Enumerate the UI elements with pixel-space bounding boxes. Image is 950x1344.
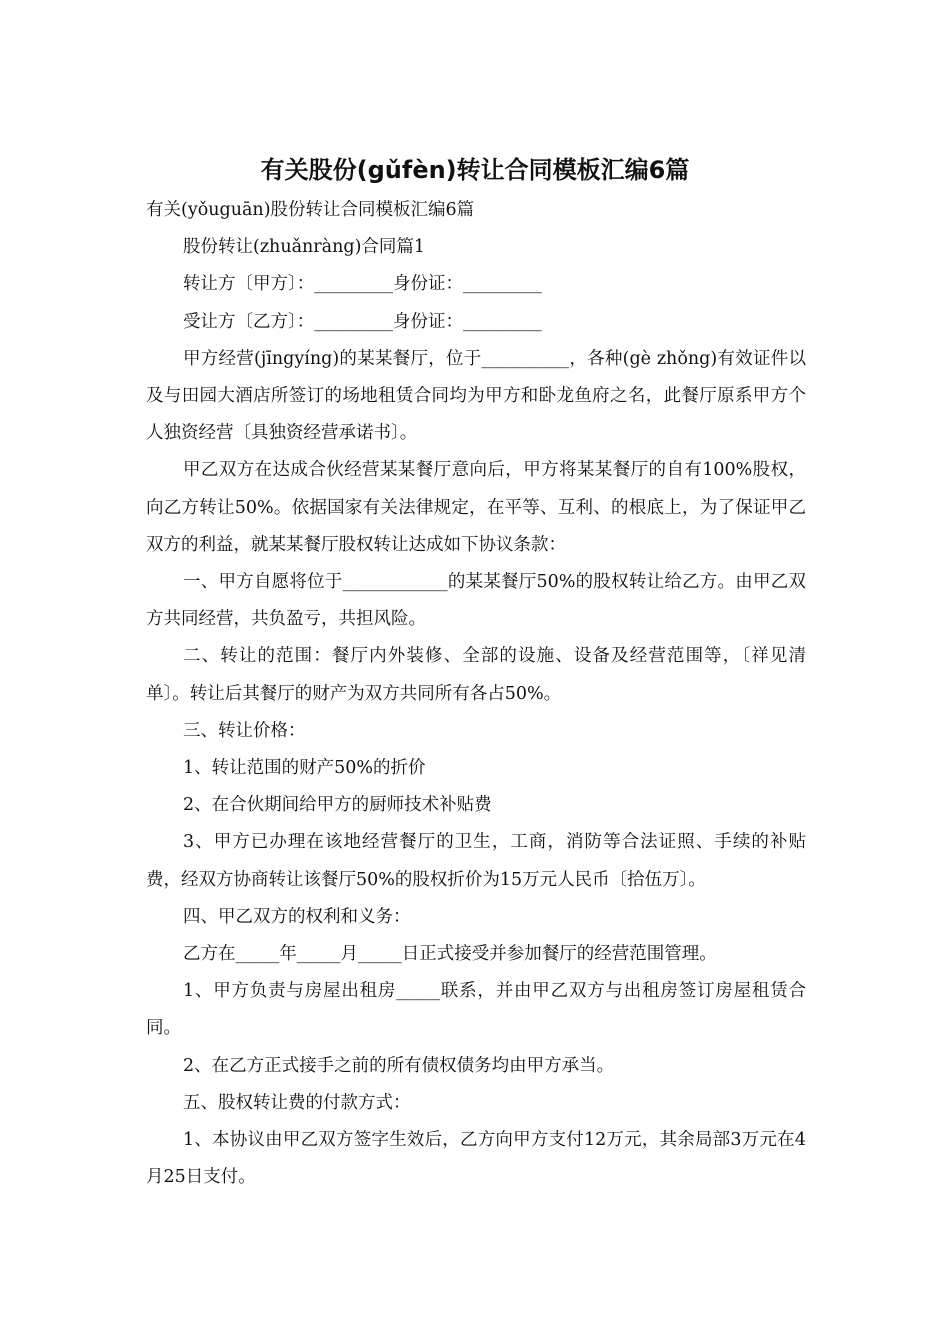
body-paragraph: 乙方在_____年_____月_____日正式接受并参加餐厅的经营范围管理。 [183,944,717,965]
document-body [146,192,806,1196]
transferee-line: 受让方〔乙方〕：_________身份证：_________ [183,311,542,332]
transferor-line: 转让方〔甲方〕：_________身份证：_________ [183,274,542,295]
section-heading: 四、甲乙双方的权利和义务： [183,906,411,927]
list-item: 2、在乙方正式接手之前的所有债权债务均由甲方承当。 [183,1055,615,1076]
clause-paragraph: 二、转让的范围：餐厅内外装修、全部的设施、设备及经营范围等，〔祥见清单〕。转让后其餐厅的财产为双方共同所有各占50%。 [146,646,806,704]
section-heading: 三、转让价格： [183,720,306,741]
list-item: 1、转让范围的财产50%的折价 [183,758,426,779]
subtitle-paragraph: 有关(yǒuguān)股份转让合同模板汇编6篇 [146,200,475,220]
list-item: 2、在合伙期间给甲方的厨师技术补贴费 [183,795,492,816]
list-item: 1、本协议由甲乙双方签字生效后，乙方向甲方支付12万元，其余局部3万元在4月25日支付。 [146,1130,806,1188]
list-item: 3、甲方已办理在该地经营餐厅的卫生，工商，消防等合法证照、手续的补贴费，经双方协商转让该餐厅50%的股权折价为15万元人民币〔拾伍万〕。 [146,832,806,890]
list-item: 1、甲方负责与房屋出租房_____联系，并由甲乙双方与出租房签订房屋租赁合同。 [146,981,806,1039]
contract-heading: 股份转让(zhuǎnràng)合同篇1 [183,237,426,258]
body-paragraph: 甲乙双方在达成合伙经营某某餐厅意向后，甲方将某某餐厅的自有100%股权，向乙方转让50%。依据国家有关法律规定，在平等、互利、的根底上，为了保证甲乙双方的利益，就某某餐厅股权转让达成如下协议条款： [146,460,806,555]
clause-paragraph: 一、甲方自愿将位于____________的某某餐厅50%的股权转让给乙方。由甲乙双方共同经营，共负盈亏，共担风险。 [146,572,806,630]
body-paragraph: 甲方经营(jīngyíng)的某某餐厅，位于__________，各种(gè zhǒng)有效证件以及与田园大酒店所签订的场地租赁合同均为甲方和卧龙鱼府之名，此餐厅原系甲方个人独资经营〔具独资经营承诺书〕。 [146,348,806,444]
section-heading: 五、股权转让费的付款方式： [183,1092,411,1113]
document-title: 有关股份(gǔfèn)转让合同模板汇编6篇 [260,156,690,184]
